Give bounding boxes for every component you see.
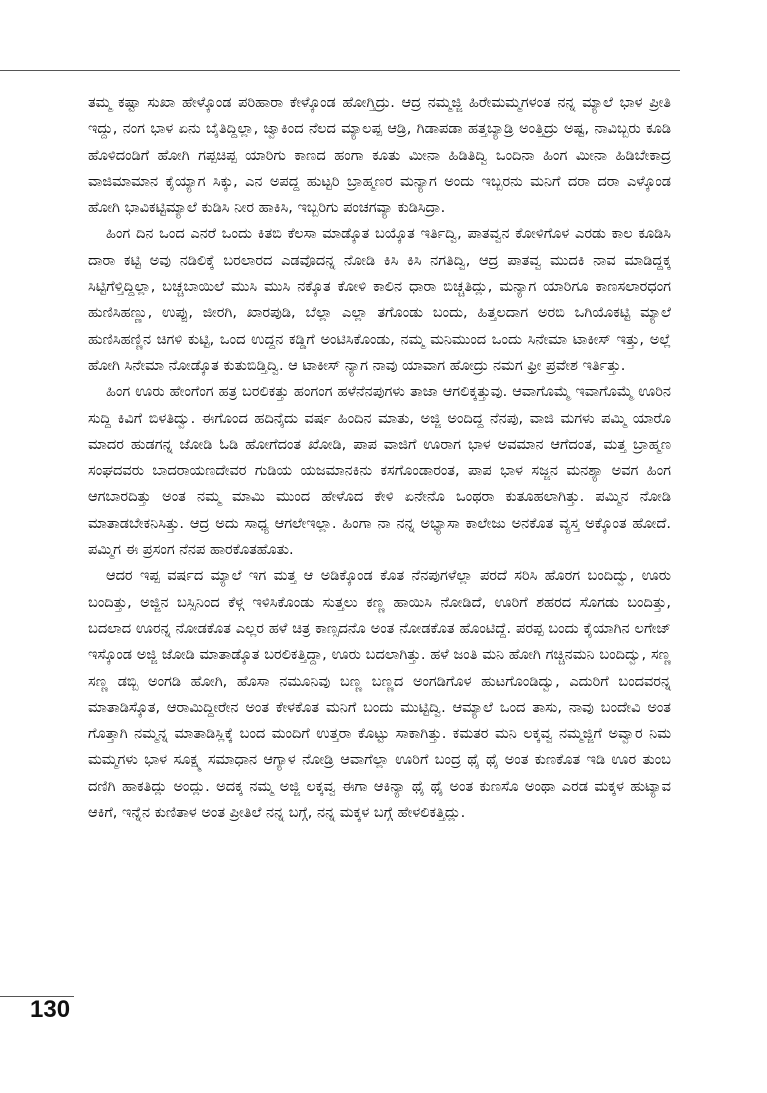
body-text [88, 90, 671, 826]
paragraph-3: ಹಿಂಗ ಊರು ಹೇಂಗೆಂಗ ಹತ್ರ ಬರಲಿಕತ್ತು ಹಂಗಂಗ ಹಳೆನೆನಪುಗಳು ತಾಜಾ ಆಗಲಿಕ್ಕತ್ತುವು. ಆವಾಗೊಮ್ಮೆ ಇವಾಗೊಮ್ಮೆ ಊರಿನ ಸುದ್ದಿ ಕಿವಿಗೆ ಬಿಳತಿದ್ವು. ಈಗೊಂದ ಹದಿನೈದು ವರ್ಷ ಹಿಂದಿನ ಮಾತು, ಅಜ್ಜಿ ಅಂದಿದ್ದ ನೆನಪು, ವಾಜಿ ಮಗಳು ಪಮ್ಮಿ ಯಾರೊ ಮಾದರ ಹುಡಗನ್ನ ಜೋಡಿ ಓಡಿ ಹೋಗೆದಂತ ಖೋಡಿ, ಪಾಪ ವಾಜಿಗೆ ಊರಾಗ ಭಾಳ ಅವಮಾನ ಆಗೆದಂತ, ಮತ್ತ ಬ್ರಾಹ್ಮಣ ಸಂಘದವರು ಬಾದರಾಯಣದೇವರ ಗುಡಿಯ ಯಜಮಾನಕಿನು ಕಸಗೊಂಡಾರಂತ, ಪಾಪ ಭಾಳ ಸಜ್ಜನ ಮನಶ್ಯಾ ಅವಗ ಹಿಂಗ ಆಗಬಾರದಿತ್ತು ಅಂತ ನಮ್ಮ ಮಾಮಿ ಮುಂದ ಹೇಳೊದ ಕೇಳಿ ಏನೇನೊ ಒಂಥರಾ ಕುತೂಹಲಾಗಿತ್ತು. ಪಮ್ಮಿನ ನೋಡಿ ಮಾತಾಡಬೇಕನಿಸಿತ್ತು. ಆದ್ರ ಅದು ಸಾಧ್ಯ ಆಗಲೇಇಲ್ಲಾ. ಹಿಂಗಾ ನಾ ನನ್ನ ಅಭ್ಯಾಸಾ ಕಾಲೇಜು ಅನಕೊತ ವ್ಯಸ್ತ ಅಕ್ಕೊಂತ ಹೋದೆ. ಪಮ್ಮಿಗ ಈ ಪ್ರಸಂಗ ನೆನಪ ಹಾರಕೊತಹೊತು. [88, 384, 671, 559]
paragraph-1: ತಮ್ಮ ಕಷ್ಟಾ ಸುಖಾ ಹೇಳ್ಕೊಂಡ ಪರಿಹಾರಾ ಕೇಳ್ಕೊಂಡ ಹೋಗ್ತಿದ್ರು. ಆದ್ರ ನಮ್ಮಜ್ಜಿ ಹಿರೇಮಮ್ಮಗಳಂತ ನನ್ನ ಮ್ಯಾಲೆ ಭಾಳ ಪ್ರೀತಿ ಇದ್ದು, ನಂಗ ಭಾಳ ಏನು ಬೈತಿದ್ದಿಲ್ಲಾ, ಜ್ವಾಕಿಂದ ನೆಲದ ಮ್ಯಾಲಪ್ಪ ಆಡ್ರಿ, ಗಿಡಾಪಡಾ ಹತ್ತಬ್ಯಾಡ್ರಿ ಅಂತ್ತಿದ್ರು ಅಷ್ಟ, ನಾವಿಬ್ಬರು ಕೂಡಿ ಹೊಳಿದಂಡಿಗೆ ಹೋಗಿ ಗಪ್ಪಚಿಪ್ಪ ಯಾರಿಗು ಕಾಣದ ಹಂಗಾ ಕೂತು ಮೀನಾ ಹಿಡಿತಿದ್ವಿ ಒಂದಿನಾ ಹಿಂಗ ಮೀನಾ ಹಿಡಿಬೇಕಾದ್ರ ವಾಜಿಮಾಮಾನ ಕೈಯ್ಯಾಗ ಸಿಕ್ಕು, ಎನ ಅಪದ್ದ ಹುಟ್ಟರಿ ಬ್ರಾಹ್ಮಣರ ಮನ್ಯಾಗ ಅಂದು ಇಬ್ಬರನು ಮನಿಗೆ ದರಾ ದರಾ ಎಳ್ಕೊಂಡ ಹೋಗಿ ಭಾವಿಕಟ್ಟಿಮ್ಯಾಲೆ ಕುಡಿಸಿ ನೀರ ಹಾಕಿಸಿ, ಇಬ್ಬರಿಗು ಪಂಚಗವ್ಯಾ ಕುಡಿಸಿದ್ರಾ. [88, 95, 671, 217]
header-rule [0, 70, 680, 71]
paragraph-4: ಆದರ ಇಪ್ಪ ವರ್ಷದ ಮ್ಯಾಲೆ ಇಗ ಮತ್ತ ಆ ಅಡಿಕ್ಕೊಂಡ ಕೊತ ನೆನಪುಗಳೆಲ್ಲಾ ಪರದೆ ಸರಿಸಿ ಹೊರಗ ಬಂದಿದ್ವು, ಊರು ಬಂದಿತ್ತು, ಅಜ್ಜಿನ ಬಸ್ಸಿನಿಂದ ಕೆಳ್ಗ ಇಳಿಸಿಕೊಂಡು ಸುತ್ತಲು ಕಣ್ಣ ಹಾಯಿಸಿ ನೋಡಿದೆ, ಊರಿಗೆ ಶಹರದ ಸೊಗಡು ಬಂದಿತ್ತು, ಬದಲಾದ ಊರನ್ನ ನೋಡಕೊತ ಎಲ್ಲರ ಹಳೆ ಚಿತ್ರ ಕಾಣ್ಸದನೊ ಅಂತ ನೋಡಕೊತ ಹೊಂಟಿದ್ದೆ. ಪರಪ್ಪ ಬಂದು ಕೈಯಾಗಿನ ಲಗೇಜ್ ಇಸ್ಕೊಂಡ ಅಜ್ಜಿ ಜೋಡಿ ಮಾತಾಡ್ಕೊತ ಬರಲಿಕತ್ತಿದ್ದಾ, ಊರು ಬದಲಾಗಿತ್ತು. ಹಳೆ ಜಂತಿ ಮನಿ ಹೋಗಿ ಗಚ್ಚಿನಮನಿ ಬಂದಿದ್ವು, ಸಣ್ಣ ಸಣ್ಣ ಡಬ್ಬಿ ಅಂಗಡಿ ಹೋಗಿ, ಹೊಸಾ ನಮೂನಿವು ಬಣ್ಣ ಬಣ್ಣದ ಅಂಗಡಿಗೊಳ ಹುಟಗೊಂಡಿದ್ವು, ಎದುರಿಗೆ ಬಂದವರನ್ನ ಮಾತಾಡಿಸ್ಕೊತ, ಆರಾಮಿದ್ದೀರೇನ ಅಂತ ಕೇಳಕೊತ ಮನಿಗೆ ಬಂದು ಮುಟ್ಟಿದ್ವಿ. ಆಮ್ಯಾಲೆ ಒಂದ ತಾಸು, ನಾವು ಬಂದೇವಿ ಅಂತ ಗೊತ್ತಾಗಿ ನಮ್ಮನ್ನ ಮಾತಾಡಿಸ್ಲಿಕ್ಕೆ ಬಂದ ಮಂದಿಗೆ ಉತ್ತರಾ ಕೊಟ್ಟು ಸಾಕಾಗಿತ್ತು. ಕಮತರ ಮನಿ ಲಕ್ಕವ್ವ ನಮ್ಮಜ್ಜಿಗೆ ಅವ್ವಾರ ನಿಮ ಮಮ್ಮಗಳು ಭಾಳ ಸೂಕ್ಷ್ಮ ಸಮಾಧಾನ ಆಗ್ಯಾಳ ನೋಡ್ರಿ ಆವಾಗೆಲ್ಲಾ ಊರಿಗೆ ಬಂದ್ರ ಥೈ ಥೈ ಅಂತ ಕುಣಕೊತ ಇಡಿ ಊರ ತುಂಬ ದಣಿಗಿ ಹಾಕತಿದ್ಲು ಅಂದ್ಲು. ಅದಕ್ಕ ನಮ್ಮ ಅಜ್ಜಿ ಲಕ್ಕವ್ವ ಈಗಾ ಆಕಿನ್ಯಾ ಥೈ ಥೈ ಅಂತ ಕುಣಸೊ ಅಂಥಾ ಎರಡ ಮಕ್ಕಳ ಹುಟ್ಯಾವ ಆಕಿಗೆ, ಇನ್ನೆನ ಕುಣಿತಾಳ ಅಂತ ಪ್ರೀತಿಲೆ ನನ್ನ ಬಗ್ಗೆ, ನನ್ನ ಮಕ್ಕಳ ಬಗ್ಗೆ ಹೇಳಲಿಕತ್ತಿದ್ಲು. [88, 568, 671, 822]
page-number: 130 [30, 996, 71, 1023]
paragraph-2: ಹಿಂಗ ದಿನ ಒಂದ ಎನರೆ ಒಂದು ಕಿತಬಿ ಕೆಲಸಾ ಮಾಡ್ಕೊತ ಬಯ್ಕೊತ ಇರ್ತಿದ್ವಿ, ಪಾತವ್ವನ ಕೋಳಿಗೊಳ ಎರಡು ಕಾಲ ಕೂಡಿಸಿ ದಾರಾ ಕಟ್ಟಿ ಅವು ನಡಿಲಿಕ್ಕೆ ಬರಲಾರದ ಎಡವೊದನ್ನ ನೋಡಿ ಕಿಸಿ ಕಿಸಿ ನಗತಿದ್ವಿ, ಆದ್ರ ಪಾತವ್ವ ಮುದಕಿ ನಾವ ಮಾಡಿದ್ದಕ್ಕ ಸಿಟ್ಟಿಗೆಳ್ತಿದ್ದಿಲ್ಲಾ, ಬಚ್ಚಬಾಯಿಲೆ ಮುಸಿ ಮುಸಿ ನಕ್ಕೊತ ಕೋಳಿ ಕಾಲಿನ ಧಾರಾ ಬಿಚ್ಚತಿದ್ಲು, ಮನ್ಯಾಗ ಯಾರಿಗೂ ಕಾಣಸಲಾರಧಂಗ ಹುಣಿಸಿಹಣ್ಣು, ಉಪ್ಪು, ಜೀರಗಿ, ಖಾರಪುಡಿ, ಬೆಲ್ಲಾ ಎಲ್ಲಾ ತಗೊಂಡು ಬಂದು, ಹಿತ್ತಲದಾಗ ಅರಬಿ ಒಗಿಯೊಕಟ್ಟಿ ಮ್ಯಾಲೆ ಹುಣಿಸಿಹಣ್ಣಿನ ಚಿಗಳಿ ಕುಟ್ಟಿ, ಒಂದ ಉದ್ದನ ಕಡ್ಡಿಗೆ ಅಂಟಿಸಿಕೊಂಡು, ನಮ್ಮ ಮನಿಮುಂದ ಒಂದು ಸಿನೇಮಾ ಟಾಕೀಸ್ ಇತ್ತು, ಅಲ್ಲೆ ಹೋಗಿ ಸಿನೇಮಾ ನೋಡ್ಕೊತ ಕುತುಬಿಡ್ತಿದ್ವಿ. ಆ ಟಾಕೀಸ್ ನ್ಯಾಗ ನಾವು ಯಾವಾಗ ಹೋದ್ರು ನಮಗ ಫ್ರೀ ಪ್ರವೇಶ ಇರ್ತಿತ್ತು. [88, 226, 671, 374]
